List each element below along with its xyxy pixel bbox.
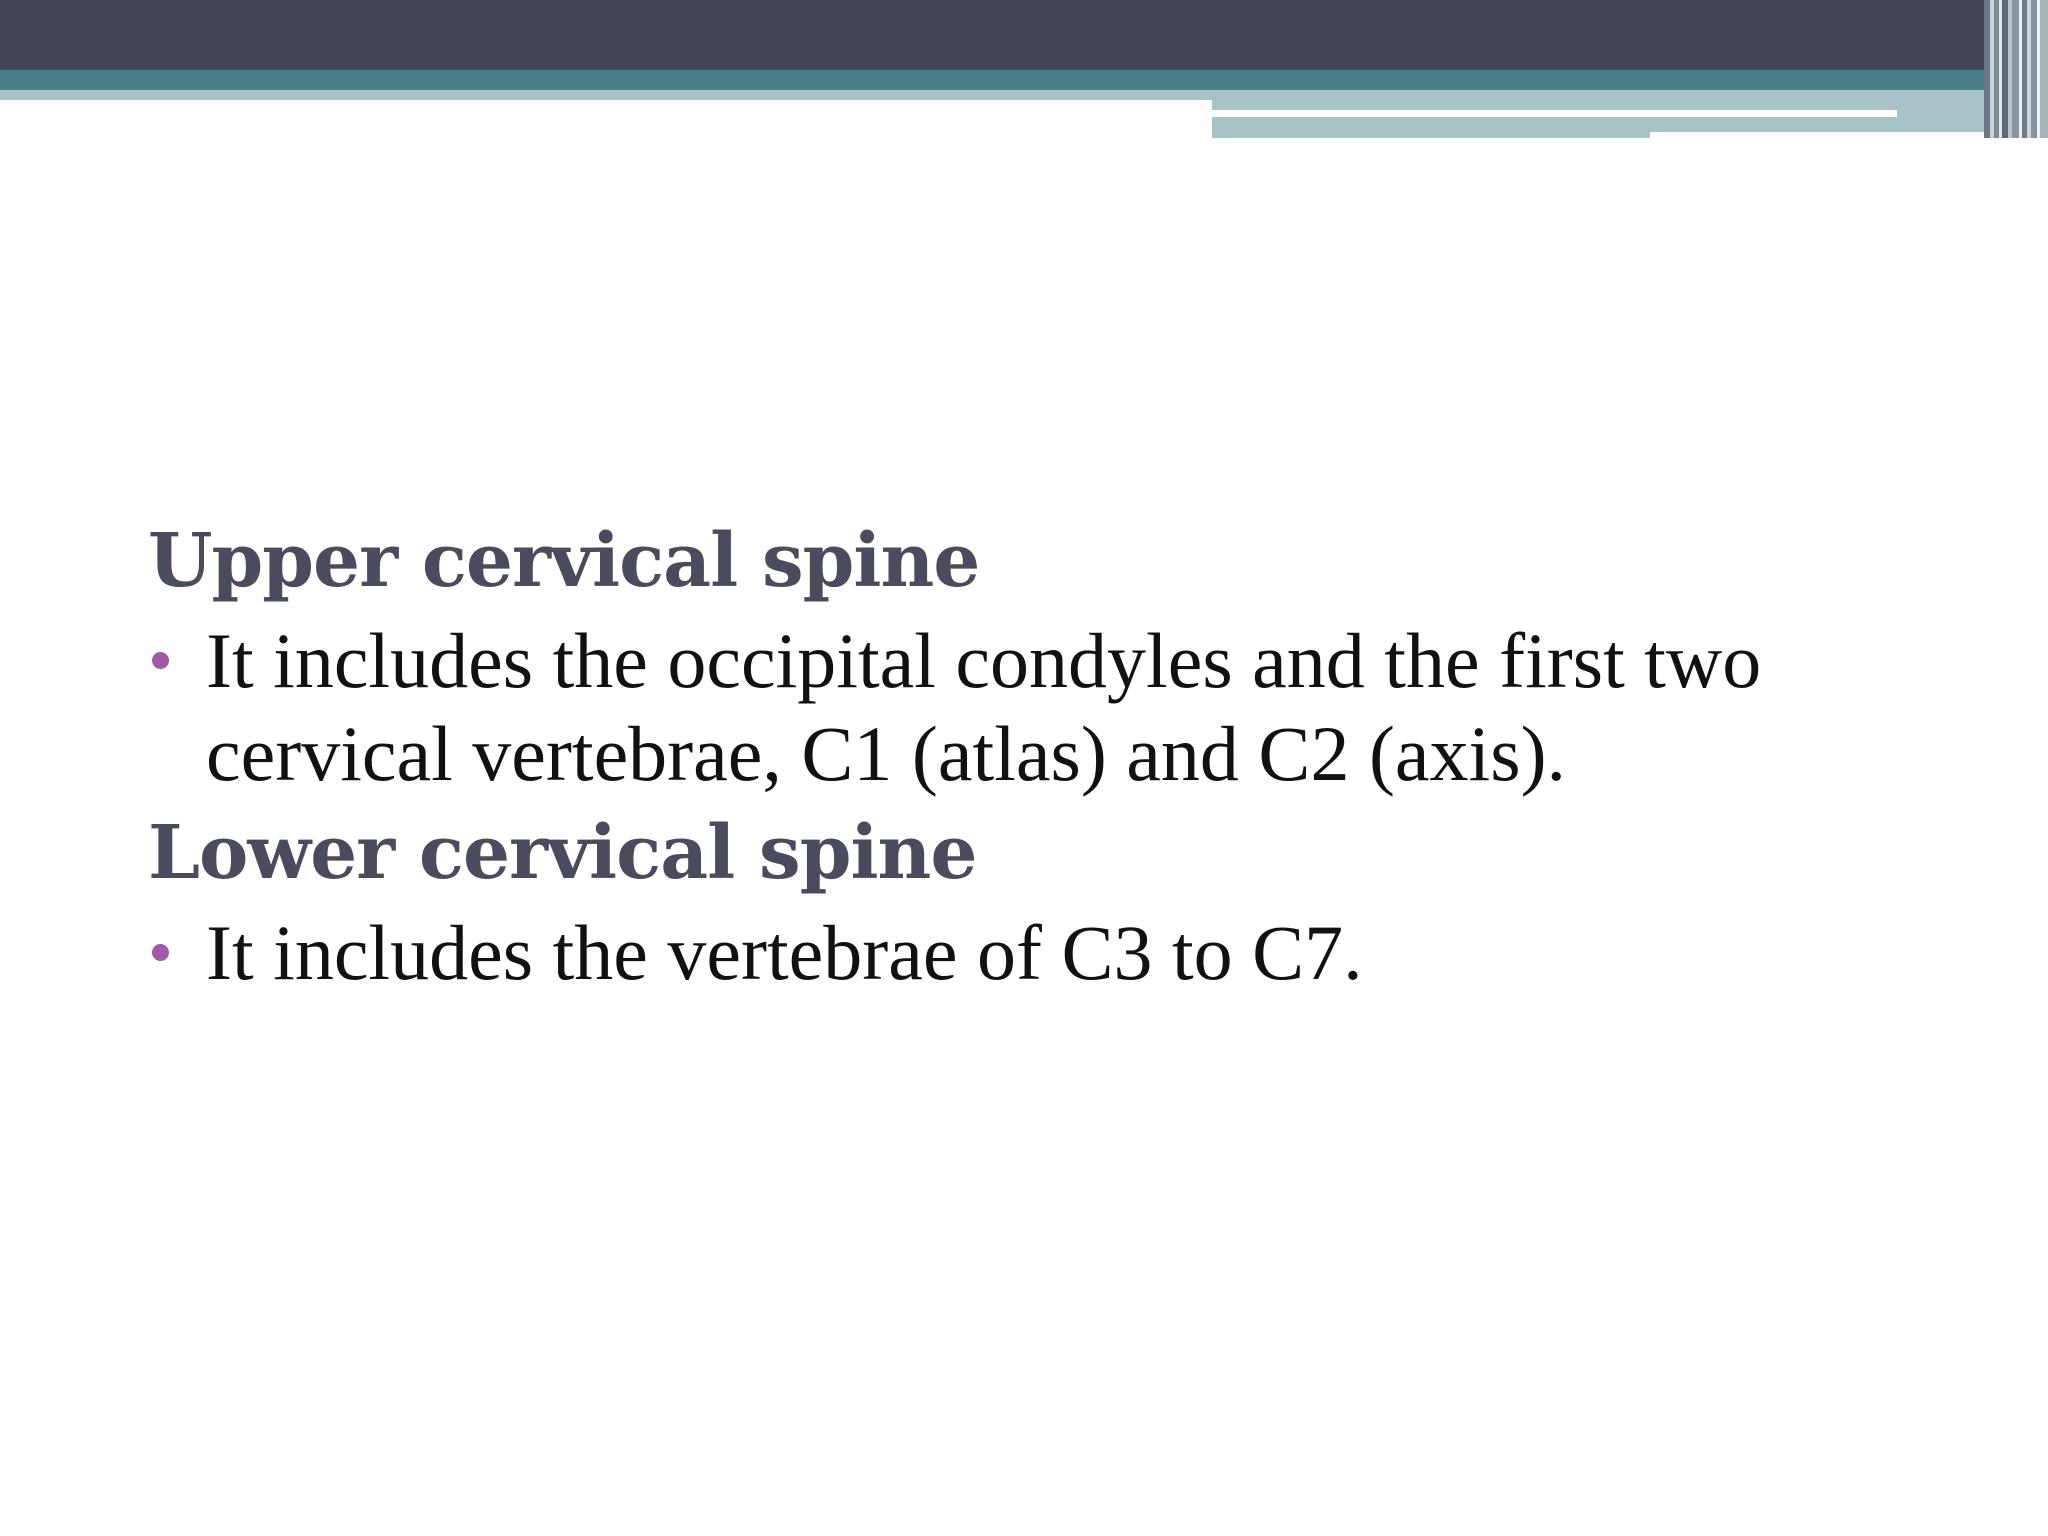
bullet-text-lower: It includes the vertebrae of C3 to C7. <box>206 909 1363 996</box>
header-white-notch <box>1650 132 2018 142</box>
header-dark-band <box>0 0 2048 70</box>
header-light-band-left <box>0 90 1212 100</box>
bullet-dot-icon <box>152 944 169 961</box>
section-heading-upper: Upper cervical spine <box>148 518 980 604</box>
header-teal-band <box>0 70 2048 90</box>
header-vertical-stripes <box>1984 0 2048 138</box>
section-heading-lower: Lower cervical spine <box>148 810 977 896</box>
bullet-item-lower <box>148 906 1928 999</box>
bullet-text-upper: It includes the occipital condyles and the first two cervical vertebrae, C1 (atlas) and C2 (axis). <box>206 617 1762 797</box>
bullet-item-upper <box>148 614 1928 800</box>
slide-body <box>148 516 1928 1007</box>
bullet-dot-icon <box>152 652 169 669</box>
header-white-line <box>1212 110 1897 117</box>
